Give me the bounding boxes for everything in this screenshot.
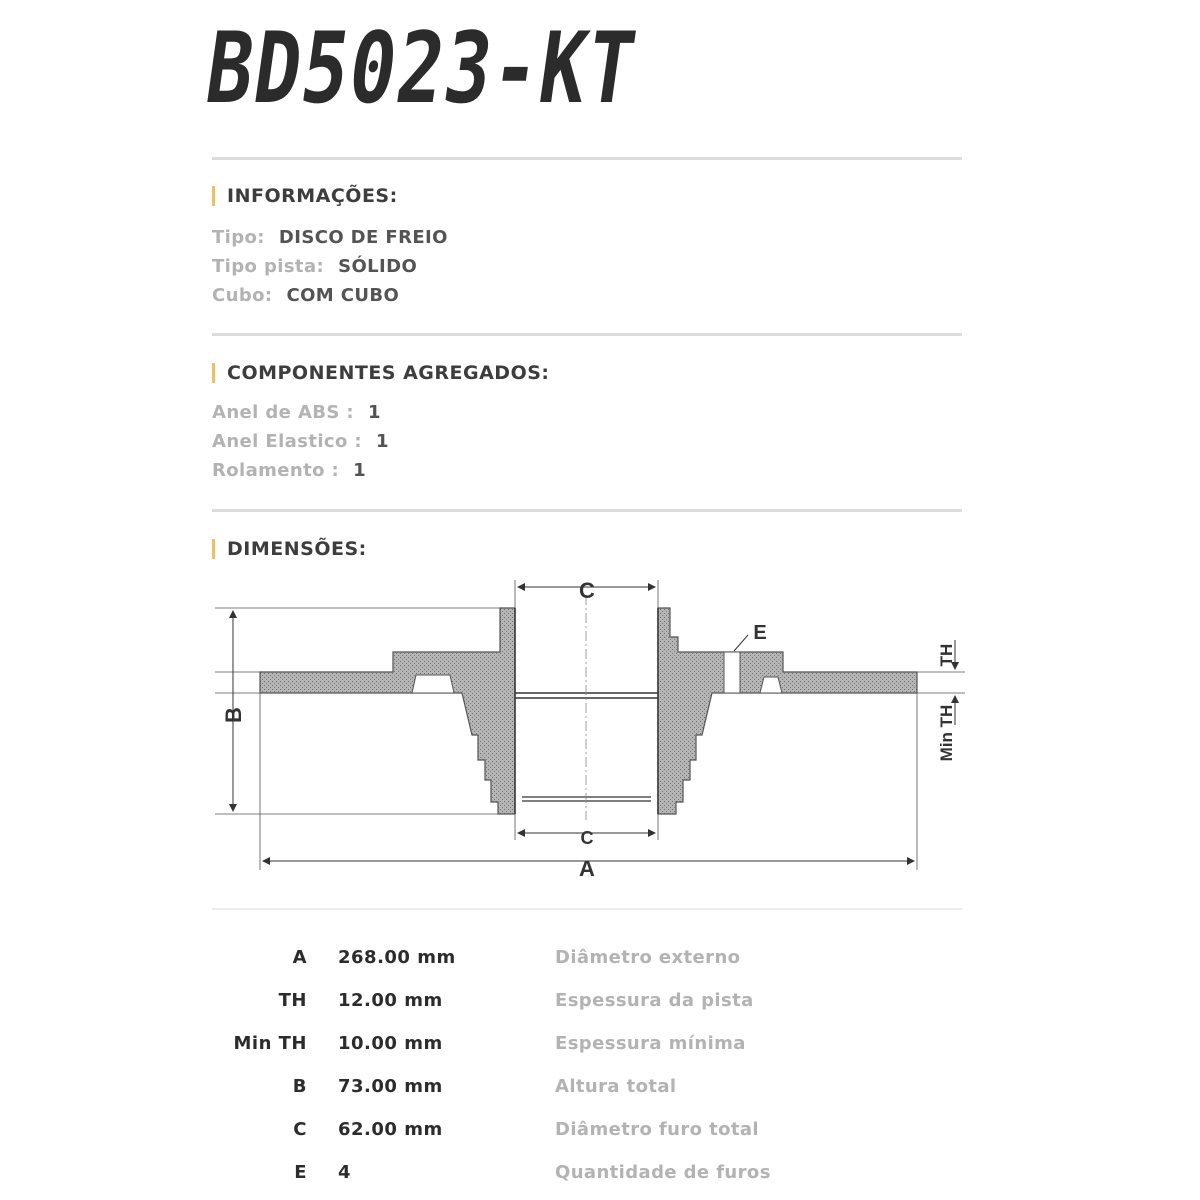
divider: [212, 908, 962, 910]
dimension-description: Altura total: [555, 1076, 677, 1097]
info-row-cubo: [212, 285, 399, 306]
dimension-value: 10.00 mm: [338, 1033, 443, 1054]
section-heading-label: DIMENSÕES:: [227, 538, 367, 560]
section-heading-dimensoes: [212, 536, 367, 562]
accent-bar: [212, 186, 215, 206]
component-label: Anel Elastico :: [212, 431, 362, 452]
dimension-description: Diâmetro furo total: [555, 1119, 759, 1140]
dimension-code: Min TH: [233, 1033, 307, 1054]
section-heading-informacoes: [212, 183, 398, 209]
dimension-code: E: [294, 1162, 307, 1183]
divider: [212, 157, 962, 160]
component-value: 1: [376, 431, 389, 452]
info-label: Cubo:: [212, 285, 273, 306]
table-row: [212, 1108, 962, 1151]
info-row-tipo: [212, 227, 448, 248]
accent-bar: [212, 539, 215, 559]
dimension-description: Espessura mínima: [555, 1033, 746, 1054]
divider: [212, 509, 962, 512]
disc-section-left: [260, 608, 515, 814]
info-row-tipo-pista: [212, 256, 417, 277]
info-value: DISCO DE FREIO: [278, 227, 448, 248]
component-row-anel-elastico: [212, 431, 389, 452]
accent-bar: [212, 363, 215, 383]
disc-section-right: [658, 608, 917, 814]
dimension-value: 73.00 mm: [338, 1076, 443, 1097]
dimension-description: Diâmetro externo: [555, 947, 741, 968]
diagram-label-e: E: [753, 622, 767, 644]
dimension-value: 4: [338, 1162, 352, 1183]
info-value: COM CUBO: [286, 285, 400, 306]
diagram-label-min-th: Min TH: [937, 704, 956, 762]
dimension-description: Quantidade de furos: [555, 1162, 771, 1183]
table-row: [212, 1065, 962, 1108]
dimension-code: C: [293, 1119, 307, 1140]
brake-disc-cross-section-diagram: [200, 565, 980, 885]
diagram-label-c-top: C: [579, 578, 595, 603]
dimension-value: 12.00 mm: [338, 990, 443, 1011]
component-value: 1: [353, 460, 367, 481]
section-heading-componentes: [212, 360, 550, 386]
table-row: [212, 936, 962, 979]
divider: [212, 333, 962, 336]
section-heading-label: COMPONENTES AGREGADOS:: [227, 362, 550, 384]
component-label: Rolamento :: [212, 460, 340, 481]
dimension-code: TH: [278, 990, 307, 1011]
dimension-code: A: [292, 947, 307, 968]
component-row-anel-abs: [212, 402, 381, 423]
component-row-rolamento: [212, 460, 366, 481]
component-label: Anel de ABS :: [212, 402, 355, 423]
info-value: SÓLIDO: [338, 256, 418, 277]
diagram-label-b: B: [221, 707, 246, 723]
product-code-title: BD5023-KT: [199, 12, 644, 126]
dimension-description: Espessura da pista: [555, 990, 754, 1011]
dimension-value: 62.00 mm: [338, 1119, 443, 1140]
dimensions-table: [212, 936, 962, 1194]
dimension-value: 268.00 mm: [338, 947, 456, 968]
diagram-label-c-bottom: C: [580, 828, 594, 848]
table-row: [212, 1151, 962, 1194]
diagram-label-th: TH: [937, 643, 956, 667]
component-value: 1: [368, 402, 381, 423]
diagram-label-a: A: [579, 856, 595, 881]
dim-leader-e: [734, 635, 748, 651]
info-label: Tipo:: [212, 227, 265, 248]
info-label: Tipo pista:: [212, 256, 325, 277]
table-row: [212, 1022, 962, 1065]
table-row: [212, 979, 962, 1022]
section-heading-label: INFORMAÇÕES:: [227, 185, 398, 207]
dimension-code: B: [292, 1076, 307, 1097]
